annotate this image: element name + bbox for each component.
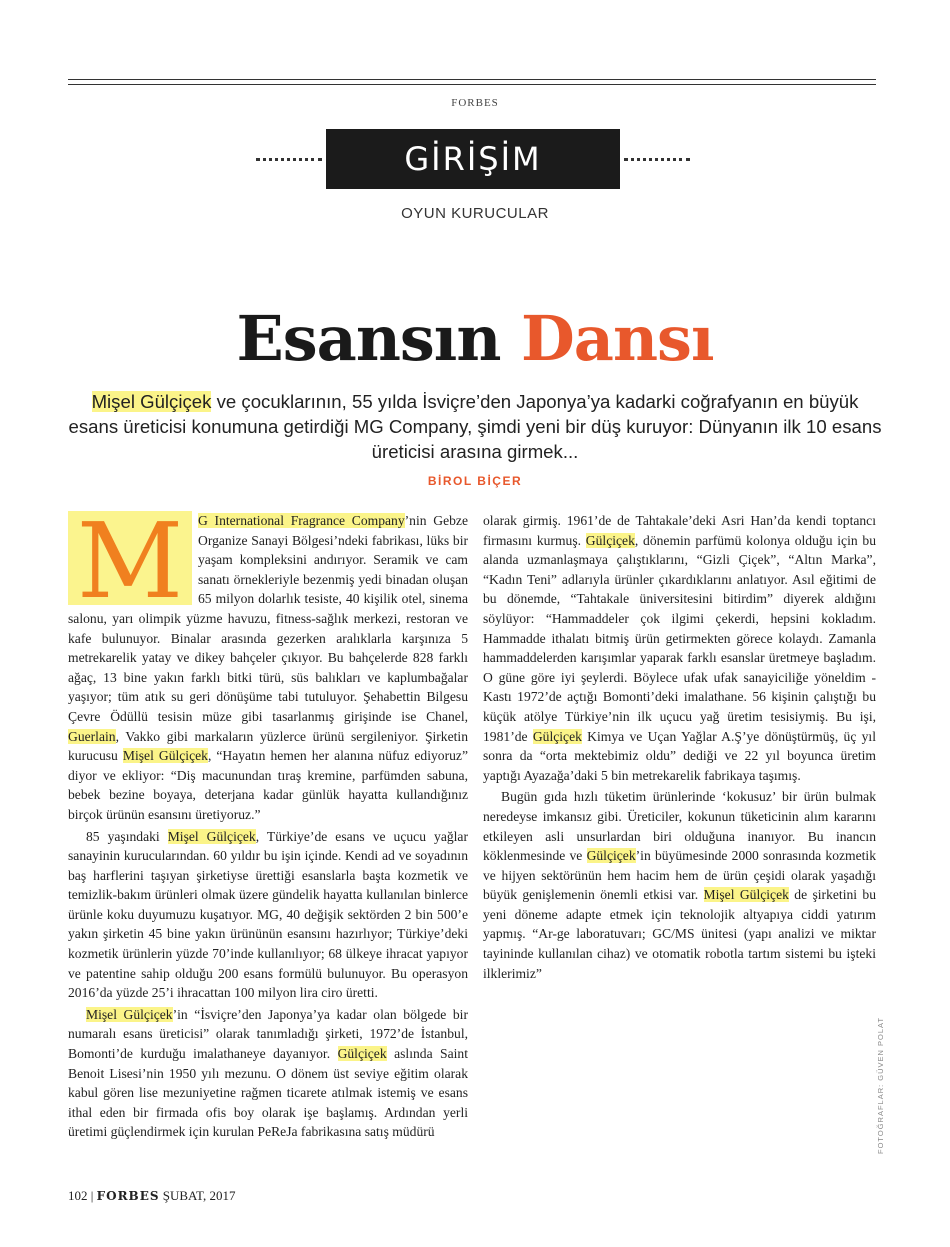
photo-credit: FOTOĞRAFLAR: GÜVEN POLAT	[876, 1016, 885, 1154]
body-text: olarak girmiş. 1961’de de Tahtakale’deki Asri Han’da kendi toptancı firmasını kurmuş.	[483, 513, 876, 548]
body-text: , “Hayatın hemen her alanına nüfuz ediyoruz” diyor ve ekliyor: “Diş macunundan tıraş kremine, parfümden sabuna, bebek bezine boyaya, deterjana kadar günlük hayatta kullandığınız birçok ürünün esansını üretiyoruz.”	[68, 748, 468, 822]
deck	[68, 389, 882, 464]
body-text: ’nin Gebze Organize Sanayi Bölgesi’ndeki fabrikası, lüks bir yaşam kompleksini andırıyor. Seramik ve cam sanatı örnekleriyle bezenmiş yedi binadan oluşan 65 milyon dolarlık tesiste, 40 kişilik otel, sinema salonu, yarı olimpik yüzme havuzu, fitness-sağlık merkezi, restoran ve kafe bulunuyor. Binalar arasında gezerken aralıklarla karşınıza 5 metrekarelik yatay ve dikey bahçeler çıkıyor. Bu bahçelerde 828 farklı ağaç, 13 bine yakın farklı bitki türü, süs balıkları ve kaplumbağalar yaşıyor; tüm atık su geri dönüşüme tabi tutuluyor. Şehabettin Bilgesu Çevre Ödüllü tesisin müze gibi tasarlanmış girişinde ise Chanel,	[68, 513, 468, 724]
body-text: , Türkiye’de esans ve uçucu yağlar sanayinin kurucularından. 60 yıldır bu işin içinde. Kendi ad ve soyadının baş harflerini taşıyan şirketiyse ürettiği esanslarla başta kozmetik ve temizlik-bakım ürünleri olmak üzere gündelik hayatta kullanılan binlerce ürünle koku duyumuzu kuşatıyor. MG, 40 değişik sektörden 2 bin 500’e yakın şirketin 45 bine yakın ürününün esansını hazırlıyor; Türkiye’deki kozmetik ürünlerin yüzde 70’inde kullanılıyor; 68 ülkeye ihracat yapıyor ve patentine sahip olduğu 200 esans formülü bulunuyor. Bu operasyon 2016’da yüzde 25’i ihracattan 100 milyon lira ciro üretti.	[68, 828, 468, 1001]
headline-part2: Dansı	[521, 302, 714, 375]
dropcap: M	[68, 511, 192, 605]
body-text: de şirketini bu yeni döneme adapte etmek için teknolojik altyapıya ciddi yatırım yapmış. “Ar-ge laboratuvarı; GC/MS ünitesi (yapı analizi ve miktar tayininde kullanılan cihaz) ve otomatik robotla tartım sistemi bu işteki ilklerimiz”	[483, 887, 876, 981]
article-column-2	[483, 511, 876, 983]
highlighted-name: Mişel Gülçiçek	[122, 748, 208, 764]
deck-text: ve çocuklarının, 55 yılda İsviçre’den Japonya’ya kadarki coğrafyanın en büyük esans üreticisi konumuna getirdiği MG Company, şimdi yeni bir düş kuruyor: Dünyanın ilk 10 esans üreticisi arasına girmek...	[68, 391, 882, 462]
highlighted-name: G International Fragrance Company	[198, 513, 405, 528]
paragraph-3	[68, 1005, 468, 1142]
highlighted-name: Gülçiçek	[586, 848, 636, 864]
page-number: 102	[68, 1188, 88, 1203]
section-dots-right	[624, 158, 690, 161]
body-text: , Vakko gibi markaların yüzlerce ürünü sergileniyor. Şirketin kurucusu	[68, 728, 468, 764]
section-title: GİRİŞİM	[326, 129, 620, 189]
folio-magazine: FORBES	[96, 1189, 160, 1203]
article-column-1	[68, 511, 468, 1142]
top-rule	[68, 79, 876, 80]
headline	[0, 302, 950, 375]
highlighted-name: Gülçiçek	[337, 1046, 387, 1062]
highlighted-name: Mişel Gülçiçek	[703, 887, 789, 903]
top-rule-thin	[68, 84, 876, 85]
folio	[68, 1188, 235, 1204]
paragraph-4	[483, 787, 876, 983]
magazine-label: FORBES	[451, 97, 499, 109]
subsection-title: OYUN KURUCULAR	[401, 205, 549, 222]
body-text: ’in “İsviçre’den Japonya’ya kadar olan bölgede bir numaralı esans üreticisi” olarak tanımladığı şirketi, 1972’de İstanbul, Bomonti’de kurduğu imalathaneye dayanıyor.	[68, 1006, 468, 1062]
body-text: Bugün gıda hızlı tüketim ürünlerinde ‘kokusuz’ bir ürün bulmak neredeyse imkansız gibi. Üreticiler, kokunun tüketicinin alım kararını etkileyen asli unsurlardan biri olduğuna inanıyor. Bu inancın köklenmesinde ve	[483, 789, 876, 864]
highlighted-name: Mişel Gülçiçek	[167, 828, 256, 844]
folio-separator: |	[90, 1188, 94, 1203]
paragraph-2	[68, 827, 468, 1003]
section-dots-left	[256, 158, 322, 161]
highlighted-name: Guerlain	[68, 728, 116, 744]
highlighted-name: Mişel Gülçiçek	[86, 1006, 173, 1022]
paragraph-3-cont	[483, 511, 876, 785]
highlighted-name: Gülçiçek	[532, 728, 582, 744]
body-text: 85 yaşındaki	[86, 828, 168, 844]
folio-date: ŞUBAT, 2017	[162, 1188, 236, 1203]
body-text: Kimya ve Uçan Yağlar A.Ş’ye dönüştürmüş, üç yıl sonra da “orta mektebimiz oldu” dediği ve 22 yıl boyunca üretim yaptığı Ayazağa’daki 5 bin metrekarelik fabrikaya taşımış.	[483, 728, 876, 783]
paragraph-1	[68, 511, 468, 825]
body-text: aslında Saint Benoit Lisesi’nin 1950 yılı mezunu. O dönem üst seviye eğitim olarak kabul gören lise mezuniyetine rağmen ticarete atılmak istemiş ve esans ithal eden bir firmada ofis boy olarak işe başlamış. Ardından yerli üretimi güçlendirmek için kurulan PeReJa fabrikasına satış müdürü	[68, 1046, 469, 1140]
body-text: ’in büyümesinde 2000 sonrasında kozmetik ve hijyen sektörünün hem hacim hem de ürün çeşidi olarak yaşadığı büyük genişlemenin önemli etkisi var.	[483, 848, 876, 903]
highlighted-name: Gülçiçek	[585, 532, 635, 548]
deck-highlight: Mişel Gülçiçek	[91, 391, 212, 412]
body-text: , dönemin parfümü kolonya olduğu için bu alanda uzmanlaşmaya çalıştıklarını, “Gizli Çiçek”, “Altın Marka”, “Kadın Teni” adlarıyla ürünler çıkardıklarını anlatıyor. Asıl eğitimi de bu dönemde, “Tahtakale üniversitesini bitirdim” diyerek aldığını söylüyor: “Hammaddeler çok ilgimi çekerdi, hepsini kokladım. Hammadde ithalatı bitmiş ürün getirmekten görece kolaydı. Zamanla hammaddelerden karışımlar yaparak farklı esanslar üretmeye başladım. O güne göre iyi şeylerdi. Böylece ufak ufak sanayiciliğe yöneldim - Kastı 1972’de açtığı Bomonti’deki imalathane. 56 kişinin çalıştığı bu küçük atölye Türkiye’nin ilk uçucu yağ üretim tesisiymiş. Bu işi, 1981’de	[483, 532, 877, 744]
headline-part1: Esansın	[236, 302, 501, 375]
byline: BİROL BİÇER	[427, 474, 523, 488]
